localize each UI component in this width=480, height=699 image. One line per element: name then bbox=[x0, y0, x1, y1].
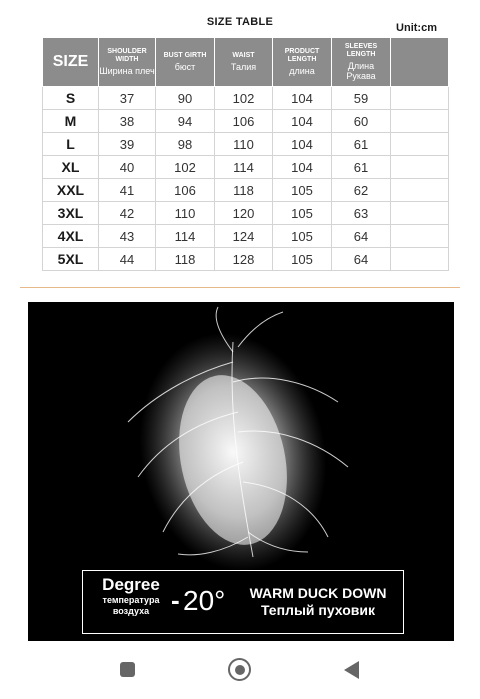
table-row bbox=[43, 110, 449, 133]
value-cell: 61 bbox=[332, 133, 391, 156]
value-cell: 61 bbox=[332, 156, 391, 179]
header-waist bbox=[215, 38, 273, 87]
value-cell: 110 bbox=[215, 133, 273, 156]
table-row bbox=[43, 156, 449, 179]
value-cell: 105 bbox=[273, 179, 332, 202]
value-cell: 90 bbox=[156, 87, 215, 110]
value-cell: 44 bbox=[99, 248, 156, 271]
value-cell: 64 bbox=[332, 248, 391, 271]
home-circle-icon[interactable] bbox=[228, 658, 251, 681]
value-cell: 105 bbox=[273, 248, 332, 271]
value-cell bbox=[391, 248, 449, 271]
size-table bbox=[42, 37, 449, 271]
value-cell: 43 bbox=[99, 225, 156, 248]
value-cell bbox=[391, 87, 449, 110]
header-ru: Длина Рукава bbox=[346, 61, 376, 81]
header-length bbox=[273, 38, 332, 87]
header-en: SLEEVES LENGTH bbox=[344, 43, 378, 58]
value-cell: 118 bbox=[215, 179, 273, 202]
value-cell: 124 bbox=[215, 225, 273, 248]
table-row bbox=[43, 87, 449, 110]
value-cell: 37 bbox=[99, 87, 156, 110]
value-cell: 42 bbox=[99, 202, 156, 225]
header-ru: Ширина плеч bbox=[99, 66, 155, 76]
value-cell: 62 bbox=[332, 179, 391, 202]
header-ru: Талия bbox=[230, 62, 257, 72]
size-cell: L bbox=[43, 133, 99, 156]
size-cell: S bbox=[43, 87, 99, 110]
value-cell: 114 bbox=[215, 156, 273, 179]
value-cell: 104 bbox=[273, 156, 332, 179]
value-cell bbox=[391, 156, 449, 179]
product-title bbox=[239, 585, 397, 619]
header-ru: длина bbox=[289, 66, 315, 76]
value-cell: 59 bbox=[332, 87, 391, 110]
air-ru-label: воздуха bbox=[112, 606, 150, 616]
size-cell: 3XL bbox=[43, 202, 99, 225]
value-cell: 39 bbox=[99, 133, 156, 156]
table-row bbox=[43, 202, 449, 225]
value-cell bbox=[391, 202, 449, 225]
android-nav-bar bbox=[0, 645, 480, 699]
value-cell: 38 bbox=[99, 110, 156, 133]
header-en: BUST GIRTH bbox=[163, 52, 207, 59]
title-ru: Теплый пуховик bbox=[260, 602, 376, 618]
value-cell: 63 bbox=[332, 202, 391, 225]
value-cell: 106 bbox=[215, 110, 273, 133]
table-title: SIZE TABLE bbox=[206, 16, 274, 28]
degree-block bbox=[91, 575, 171, 617]
size-cell: XL bbox=[43, 156, 99, 179]
size-cell: 5XL bbox=[43, 248, 99, 271]
value-cell bbox=[391, 133, 449, 156]
size-cell: XXL bbox=[43, 179, 99, 202]
unit-label: Unit:cm bbox=[396, 22, 437, 34]
minus-sign: - bbox=[171, 585, 180, 615]
value-cell: 64 bbox=[332, 225, 391, 248]
value-cell: 41 bbox=[99, 179, 156, 202]
temp-ru-label: температура bbox=[102, 595, 160, 605]
temperature-badge bbox=[82, 570, 404, 634]
temperature-value: 20° bbox=[183, 585, 226, 616]
value-cell: 104 bbox=[273, 110, 332, 133]
header-sleeves bbox=[332, 38, 391, 87]
value-cell: 94 bbox=[156, 110, 215, 133]
value-cell: 128 bbox=[215, 248, 273, 271]
value-cell bbox=[391, 179, 449, 202]
size-cell: M bbox=[43, 110, 99, 133]
value-cell: 114 bbox=[156, 225, 215, 248]
header-row bbox=[43, 38, 449, 87]
value-cell: 105 bbox=[273, 225, 332, 248]
value-cell: 104 bbox=[273, 87, 332, 110]
value-cell: 106 bbox=[156, 179, 215, 202]
header-empty bbox=[391, 38, 449, 87]
value-cell: 102 bbox=[156, 156, 215, 179]
feather-photo bbox=[28, 302, 454, 641]
value-cell: 98 bbox=[156, 133, 215, 156]
header-en: PRODUCT LENGTH bbox=[284, 48, 320, 63]
back-triangle-icon[interactable] bbox=[344, 661, 359, 679]
value-cell: 105 bbox=[273, 202, 332, 225]
table-row bbox=[43, 248, 449, 271]
value-cell bbox=[391, 225, 449, 248]
header-size: SIZE bbox=[43, 38, 99, 87]
degree-label: Degree bbox=[102, 575, 160, 594]
table-row bbox=[43, 133, 449, 156]
value-cell: 110 bbox=[156, 202, 215, 225]
value-cell: 60 bbox=[332, 110, 391, 133]
value-cell: 40 bbox=[99, 156, 156, 179]
value-cell: 118 bbox=[156, 248, 215, 271]
value-cell: 104 bbox=[273, 133, 332, 156]
header-bust bbox=[156, 38, 215, 87]
divider bbox=[20, 287, 460, 288]
title-en: WARM DUCK DOWN bbox=[249, 585, 387, 601]
table-row bbox=[43, 179, 449, 202]
header-shoulder bbox=[99, 38, 156, 87]
square-icon[interactable] bbox=[120, 662, 135, 677]
value-cell bbox=[391, 110, 449, 133]
value-cell: 102 bbox=[215, 87, 273, 110]
header-en: WAIST bbox=[232, 52, 255, 59]
header-en: SHOULDER WIDTH bbox=[107, 48, 147, 63]
table-row bbox=[43, 225, 449, 248]
value-cell: 120 bbox=[215, 202, 273, 225]
size-cell: 4XL bbox=[43, 225, 99, 248]
header-ru: бюст bbox=[174, 62, 196, 72]
